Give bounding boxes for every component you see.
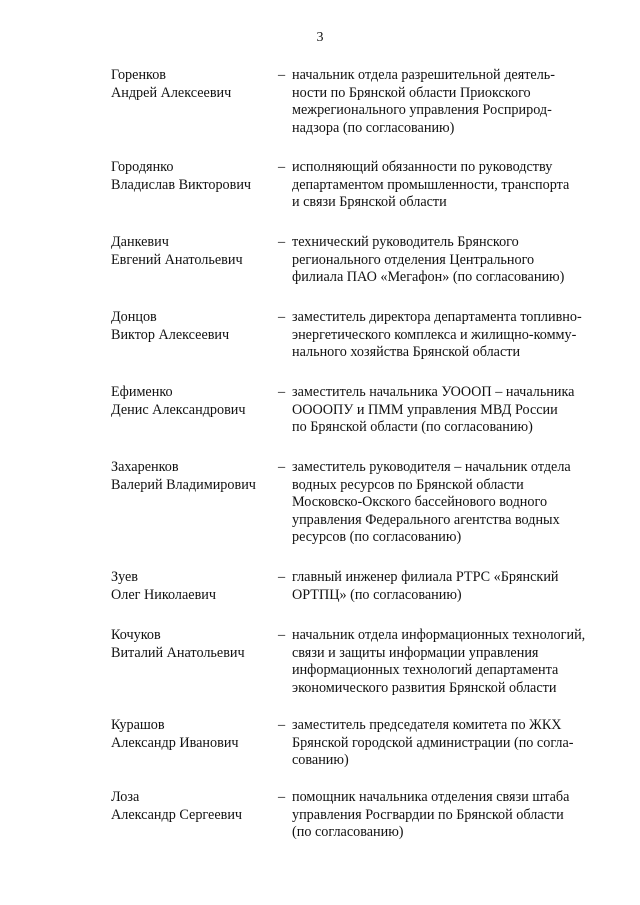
dash-separator: – xyxy=(278,627,286,643)
position-line: ности по Брянской области Приокского xyxy=(292,84,531,101)
person-given-names: Александр Сергеевич xyxy=(111,806,243,823)
person-given-names: Виктор Алексеевич xyxy=(111,326,230,343)
position-line: управления Росгвардии по Брянской области xyxy=(292,806,564,823)
dash-separator: – xyxy=(278,309,286,325)
dash-separator: – xyxy=(278,384,286,400)
person-name xyxy=(111,717,271,752)
position-line: Московско-Окского бассейнового водного xyxy=(292,494,548,510)
position-description xyxy=(292,234,602,287)
person-given-names: Евгений Анатольевич xyxy=(111,251,243,268)
position-line: надзора (по согласованию) xyxy=(292,119,455,136)
person-name xyxy=(111,67,271,102)
dash-separator: – xyxy=(278,459,286,475)
person-name xyxy=(111,309,271,344)
position-description xyxy=(292,384,602,437)
dash-separator: – xyxy=(278,234,286,250)
position-line: (по согласованию) xyxy=(292,824,404,840)
person-given-names: Александр Иванович xyxy=(111,734,239,751)
position-description xyxy=(292,627,602,697)
position-line: начальник отдела информационных технологий, xyxy=(292,627,586,643)
position-description xyxy=(292,569,602,604)
dash-separator: – xyxy=(278,789,286,805)
position-line: технический руководитель Брянского xyxy=(292,234,519,250)
person-surname: Лоза xyxy=(111,789,140,805)
person-given-names: Олег Николаевич xyxy=(111,586,217,603)
person-name xyxy=(111,234,271,269)
position-description xyxy=(292,789,602,842)
position-line: Брянской городской администрации (по согла- xyxy=(292,734,574,751)
person-surname: Донцов xyxy=(111,309,157,325)
person-name xyxy=(111,627,271,662)
person-given-names: Валерий Владимирович xyxy=(111,476,256,493)
position-line: по Брянской области (по согласованию) xyxy=(292,419,533,435)
position-line: и связи Брянской области xyxy=(292,194,447,210)
person-given-names: Владислав Викторович xyxy=(111,176,252,193)
position-line: ресурсов (по согласованию) xyxy=(292,529,462,545)
position-description xyxy=(292,717,602,770)
position-description xyxy=(292,459,602,547)
position-description xyxy=(292,67,602,137)
position-line: заместитель руководителя – начальник отдела xyxy=(292,459,571,475)
person-surname: Кочуков xyxy=(111,627,161,643)
person-surname: Захаренков xyxy=(111,459,179,475)
position-line: департаментом промышленности, транспорта xyxy=(292,176,570,193)
position-line: заместитель начальника УОООП – начальника xyxy=(292,384,575,400)
position-line: главный инженер филиала РТРС «Брянский xyxy=(292,569,559,585)
person-name xyxy=(111,569,271,604)
position-line: нального хозяйства Брянской области xyxy=(292,344,521,360)
position-line: исполняющий обязанности по руководству xyxy=(292,159,553,175)
position-line: ООООПУ и ПММ управления МВД России xyxy=(292,401,558,418)
person-given-names: Денис Александрович xyxy=(111,401,246,418)
position-description xyxy=(292,159,602,212)
position-line: водных ресурсов по Брянской области xyxy=(292,476,524,493)
position-line: управления Федерального агентства водных xyxy=(292,511,560,528)
dash-separator: – xyxy=(278,159,286,175)
person-name xyxy=(111,789,271,824)
dash-separator: – xyxy=(278,67,286,83)
person-surname: Горенков xyxy=(111,67,166,83)
person-surname: Ефименко xyxy=(111,384,173,400)
person-surname: Зуев xyxy=(111,569,139,585)
position-line: межрегионального управления Росприрод- xyxy=(292,102,552,118)
position-description xyxy=(292,309,602,362)
person-name xyxy=(111,384,271,419)
person-given-names: Андрей Алексеевич xyxy=(111,84,232,101)
position-line: заместитель председателя комитета по ЖКХ xyxy=(292,717,562,733)
person-surname: Курашов xyxy=(111,717,165,733)
person-name xyxy=(111,459,271,494)
person-surname: Городянко xyxy=(111,159,174,175)
person-surname: Данкевич xyxy=(111,234,169,250)
position-line: сованию) xyxy=(292,752,349,768)
dash-separator: – xyxy=(278,569,286,585)
position-line: экономического развития Брянской области xyxy=(292,679,557,696)
position-line: филиала ПАО «Мегафон» (по согласованию) xyxy=(292,269,565,285)
position-line: регионального отделения Центрального xyxy=(292,251,535,268)
position-line: связи и защиты информации управления xyxy=(292,644,539,661)
position-line: помощник начальника отделения связи штаба xyxy=(292,789,570,805)
position-line: начальник отдела разрешительной деятель- xyxy=(292,67,556,83)
position-line: информационных технологий департамента xyxy=(292,662,559,678)
position-line: энергетического комплекса и жилищно-комму- xyxy=(292,326,577,343)
position-line: заместитель директора департамента топливно- xyxy=(292,309,582,325)
page-number: 3 xyxy=(316,30,324,45)
position-line: ОРТПЦ» (по согласованию) xyxy=(292,586,462,603)
person-given-names: Виталий Анатольевич xyxy=(111,644,245,661)
dash-separator: – xyxy=(278,717,286,733)
person-name xyxy=(111,159,271,194)
